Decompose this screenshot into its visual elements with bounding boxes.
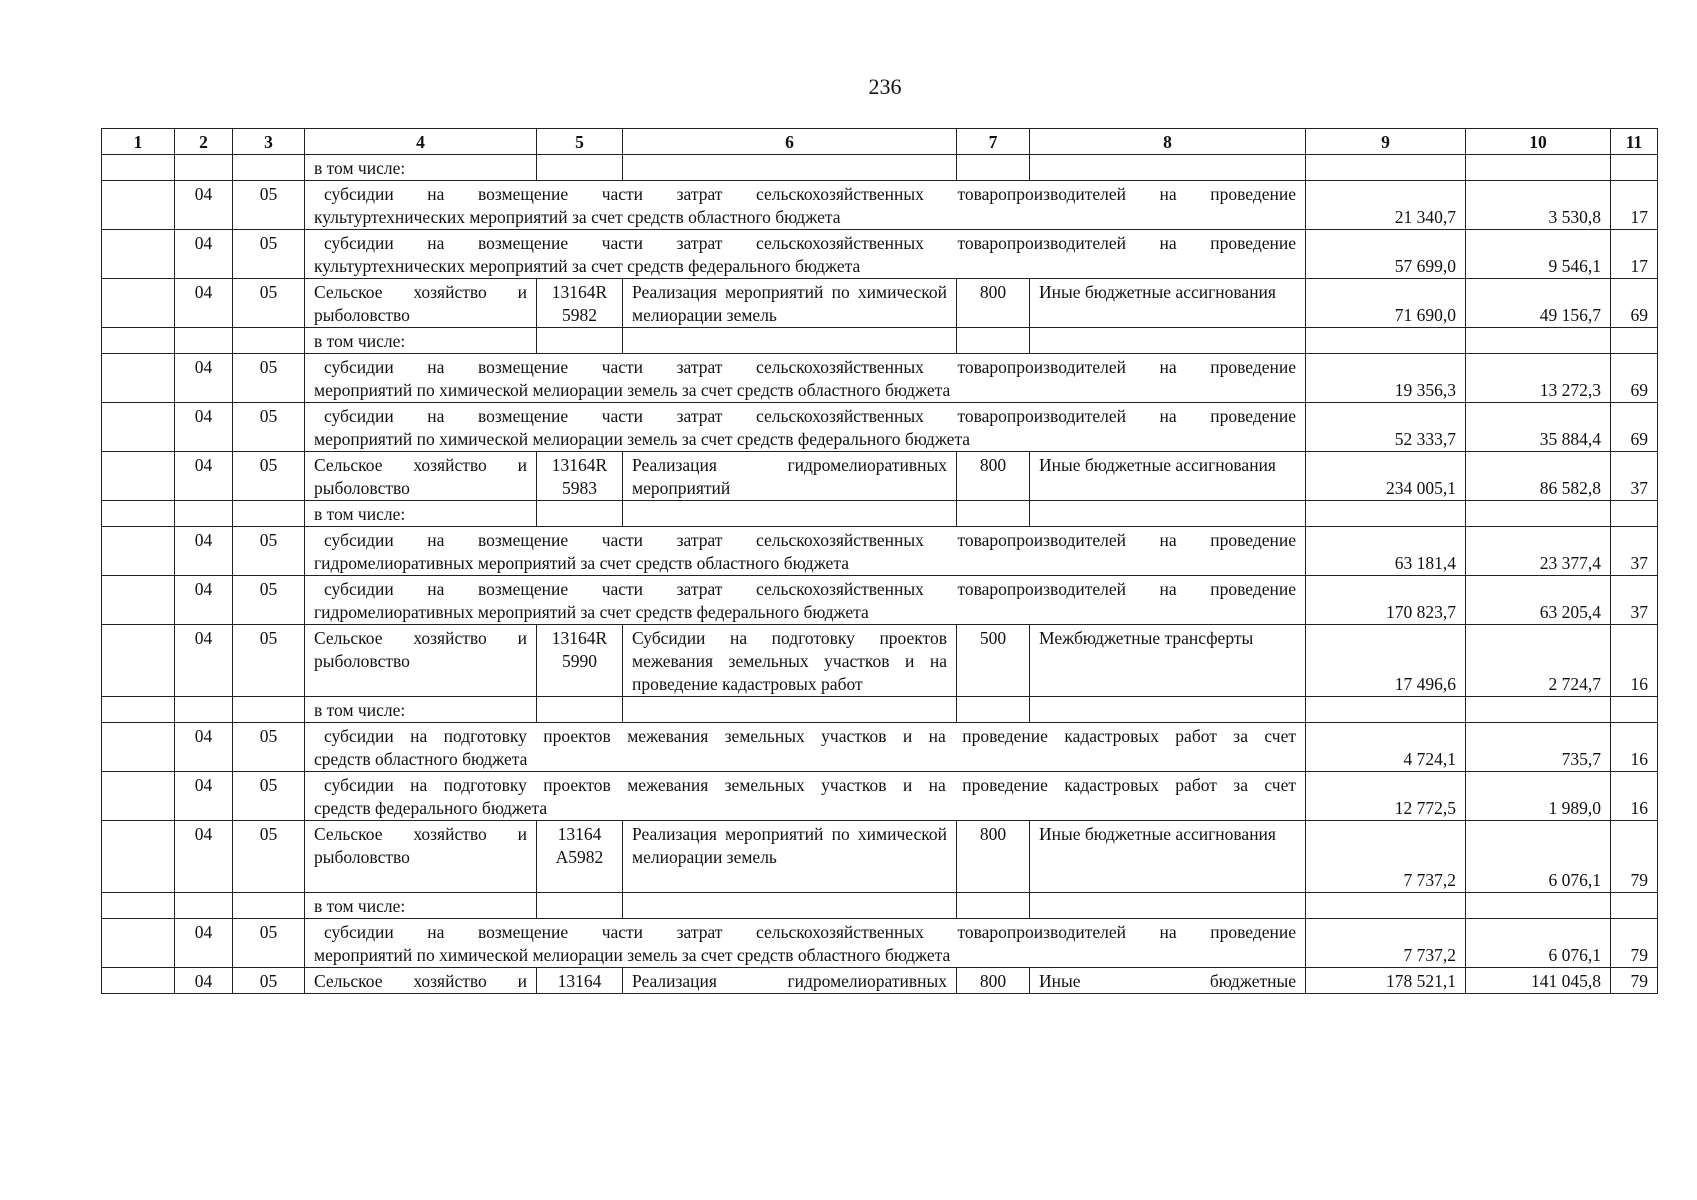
- subsection-code: 05: [233, 354, 305, 403]
- target-name: Реализация гидромелиоративных мероприятий: [623, 452, 957, 501]
- expense-type-name: Межбюджетные трансферты: [1030, 625, 1306, 697]
- empty-cell: [102, 821, 175, 893]
- including-label: в том числе:: [305, 697, 537, 723]
- subsidy-description: [305, 230, 1306, 279]
- empty-cell: [102, 723, 175, 772]
- table-row: [102, 354, 1658, 403]
- expense-type-name: Иные бюджетные ассигнования: [1030, 821, 1306, 893]
- table-row: [102, 772, 1658, 821]
- subsidy-description: [305, 527, 1306, 576]
- description-line: субсидии на возмещение части затрат сельскохозяйственных товаропроизводителей на проведение: [324, 530, 1296, 550]
- including-label: в том числе:: [305, 893, 537, 919]
- subsection-code: 05: [233, 968, 305, 994]
- section-code: 04: [175, 354, 233, 403]
- percent-cell: 16: [1611, 625, 1658, 697]
- column-header: 5: [537, 129, 623, 155]
- table-row: [102, 328, 1658, 354]
- empty-cell: [957, 501, 1030, 527]
- empty-cell: [233, 155, 305, 181]
- table-row: [102, 230, 1658, 279]
- section-name: Сельское хозяйство и рыболовство: [305, 625, 537, 697]
- empty-cell: [175, 328, 233, 354]
- section-code: 04: [175, 279, 233, 328]
- table-row: [102, 403, 1658, 452]
- percent-cell: 79: [1611, 968, 1658, 994]
- empty-cell: [102, 772, 175, 821]
- percent-cell: 17: [1611, 181, 1658, 230]
- table-row: [102, 821, 1658, 893]
- empty-cell: [1466, 501, 1611, 527]
- empty-cell: [1306, 155, 1466, 181]
- empty-cell: [175, 697, 233, 723]
- table-row: [102, 527, 1658, 576]
- empty-cell: [623, 501, 957, 527]
- empty-cell: [623, 697, 957, 723]
- amount-cell: 6 076,1: [1466, 919, 1611, 968]
- section-name: Сельское хозяйство и рыболовство: [305, 452, 537, 501]
- description-line: субсидии на возмещение части затрат сельскохозяйственных товаропроизводителей на проведение: [324, 922, 1296, 942]
- including-label: в том числе:: [305, 328, 537, 354]
- section-code: 04: [175, 230, 233, 279]
- subsection-code: 05: [233, 403, 305, 452]
- empty-cell: [175, 501, 233, 527]
- empty-cell: [623, 328, 957, 354]
- subsidy-description: [305, 403, 1306, 452]
- section-code: 04: [175, 772, 233, 821]
- subsidy-description: [305, 919, 1306, 968]
- empty-cell: [1466, 328, 1611, 354]
- section-name: Сельское хозяйство и рыболовство: [305, 821, 537, 893]
- section-code: 04: [175, 919, 233, 968]
- empty-cell: [957, 697, 1030, 723]
- subsection-code: 05: [233, 625, 305, 697]
- empty-cell: [233, 697, 305, 723]
- empty-cell: [1466, 155, 1611, 181]
- empty-cell: [537, 155, 623, 181]
- description-line: культуртехнических мероприятий за счет средств федерального бюджета: [314, 256, 861, 276]
- empty-cell: [102, 354, 175, 403]
- empty-cell: [102, 230, 175, 279]
- table-row: [102, 181, 1658, 230]
- description-line: субсидии на возмещение части затрат сельскохозяйственных товаропроизводителей на проведение: [324, 357, 1296, 377]
- amount-cell: 86 582,8: [1466, 452, 1611, 501]
- empty-cell: [102, 403, 175, 452]
- amount-cell: 234 005,1: [1306, 452, 1466, 501]
- subsidy-description: [305, 576, 1306, 625]
- description-line: субсидии на подготовку проектов межевания земельных участков и на проведение кадастровых работ за счет: [324, 726, 1296, 746]
- empty-cell: [102, 919, 175, 968]
- empty-cell: [1306, 893, 1466, 919]
- empty-cell: [537, 697, 623, 723]
- table-row: [102, 625, 1658, 697]
- percent-cell: 69: [1611, 279, 1658, 328]
- percent-cell: 69: [1611, 403, 1658, 452]
- column-header: 10: [1466, 129, 1611, 155]
- budget-table: [101, 128, 1658, 994]
- column-header: 8: [1030, 129, 1306, 155]
- subsection-code: 05: [233, 772, 305, 821]
- subsection-code: 05: [233, 919, 305, 968]
- section-code: 04: [175, 403, 233, 452]
- amount-cell: 170 823,7: [1306, 576, 1466, 625]
- empty-cell: [102, 625, 175, 697]
- header-row: [102, 129, 1658, 155]
- target-name: Субсидии на подготовку проектов межевания земельных участков и на проведение кадастровых работ: [623, 625, 957, 697]
- column-header: 6: [623, 129, 957, 155]
- amount-cell: 141 045,8: [1466, 968, 1611, 994]
- empty-cell: [233, 501, 305, 527]
- empty-cell: [1611, 328, 1658, 354]
- percent-cell: 16: [1611, 723, 1658, 772]
- table-row: [102, 919, 1658, 968]
- section-code: 04: [175, 527, 233, 576]
- description-line: гидромелиоративных мероприятий за счет средств федерального бюджета: [314, 602, 869, 622]
- table-row: [102, 723, 1658, 772]
- table-row: [102, 501, 1658, 527]
- percent-cell: 37: [1611, 527, 1658, 576]
- empty-cell: [537, 893, 623, 919]
- empty-cell: [1611, 893, 1658, 919]
- expense-type-name: Иные бюджетные: [1030, 968, 1306, 994]
- column-header: 3: [233, 129, 305, 155]
- amount-cell: 17 496,6: [1306, 625, 1466, 697]
- percent-cell: 37: [1611, 452, 1658, 501]
- empty-cell: [102, 968, 175, 994]
- description-line: культуртехнических мероприятий за счет средств областного бюджета: [314, 207, 841, 227]
- amount-cell: 7 737,2: [1306, 919, 1466, 968]
- amount-cell: 21 340,7: [1306, 181, 1466, 230]
- subsidy-description: [305, 772, 1306, 821]
- table-row: [102, 155, 1658, 181]
- description-line: субсидии на возмещение части затрат сельскохозяйственных товаропроизводителей на проведение: [324, 184, 1296, 204]
- column-header: 1: [102, 129, 175, 155]
- empty-cell: [102, 893, 175, 919]
- empty-cell: [1466, 697, 1611, 723]
- empty-cell: [1306, 501, 1466, 527]
- page-number: 236: [868, 74, 902, 99]
- empty-cell: [1030, 893, 1306, 919]
- table-row: [102, 893, 1658, 919]
- empty-cell: [233, 328, 305, 354]
- empty-cell: [1030, 155, 1306, 181]
- target-article: 13164R 5983: [537, 452, 623, 501]
- empty-cell: [537, 501, 623, 527]
- expense-type-code: 800: [957, 279, 1030, 328]
- section-name: Сельское хозяйство и: [305, 968, 537, 994]
- amount-cell: 1 989,0: [1466, 772, 1611, 821]
- expense-type-name: Иные бюджетные ассигнования: [1030, 452, 1306, 501]
- section-code: 04: [175, 821, 233, 893]
- empty-cell: [102, 527, 175, 576]
- empty-cell: [102, 155, 175, 181]
- amount-cell: 19 356,3: [1306, 354, 1466, 403]
- description-line: субсидии на возмещение части затрат сельскохозяйственных товаропроизводителей на проведение: [324, 579, 1296, 599]
- column-header: 9: [1306, 129, 1466, 155]
- target-article: 13164R 5990: [537, 625, 623, 697]
- column-header: 11: [1611, 129, 1658, 155]
- section-code: 04: [175, 723, 233, 772]
- expense-type-name: Иные бюджетные ассигнования: [1030, 279, 1306, 328]
- column-header: 7: [957, 129, 1030, 155]
- section-code: 04: [175, 452, 233, 501]
- amount-cell: 52 333,7: [1306, 403, 1466, 452]
- subsection-code: 05: [233, 821, 305, 893]
- column-header: 2: [175, 129, 233, 155]
- empty-cell: [102, 181, 175, 230]
- empty-cell: [175, 893, 233, 919]
- table-row: [102, 697, 1658, 723]
- empty-cell: [1030, 697, 1306, 723]
- target-name: Реализация мероприятий по химической мелиорации земель: [623, 279, 957, 328]
- description-line: средств областного бюджета: [314, 749, 528, 769]
- subsection-code: 05: [233, 527, 305, 576]
- subsection-code: 05: [233, 576, 305, 625]
- target-article: 13164: [537, 968, 623, 994]
- empty-cell: [102, 576, 175, 625]
- empty-cell: [1611, 697, 1658, 723]
- amount-cell: 63 205,4: [1466, 576, 1611, 625]
- table-row: [102, 452, 1658, 501]
- table-row: [102, 576, 1658, 625]
- description-line: мероприятий по химической мелиорации земель за счет средств федерального бюджета: [314, 429, 971, 449]
- description-line: субсидии на подготовку проектов межевания земельных участков и на проведение кадастровых работ за счет: [324, 775, 1296, 795]
- empty-cell: [623, 893, 957, 919]
- table-row: [102, 968, 1658, 994]
- expense-type-code: 800: [957, 452, 1030, 501]
- percent-cell: 79: [1611, 919, 1658, 968]
- empty-cell: [1611, 155, 1658, 181]
- empty-cell: [102, 501, 175, 527]
- empty-cell: [175, 155, 233, 181]
- subsidy-description: [305, 354, 1306, 403]
- section-code: 04: [175, 625, 233, 697]
- description-line: мероприятий по химической мелиорации земель за счет средств областного бюджета: [314, 380, 951, 400]
- amount-cell: 735,7: [1466, 723, 1611, 772]
- percent-cell: 69: [1611, 354, 1658, 403]
- empty-cell: [102, 452, 175, 501]
- percent-cell: 16: [1611, 772, 1658, 821]
- expense-type-code: 800: [957, 968, 1030, 994]
- column-header: 4: [305, 129, 537, 155]
- amount-cell: 49 156,7: [1466, 279, 1611, 328]
- target-article: 13164 A5982: [537, 821, 623, 893]
- amount-cell: 57 699,0: [1306, 230, 1466, 279]
- section-code: 04: [175, 576, 233, 625]
- section-name: Сельское хозяйство и рыболовство: [305, 279, 537, 328]
- empty-cell: [537, 328, 623, 354]
- subsection-code: 05: [233, 181, 305, 230]
- empty-cell: [233, 893, 305, 919]
- empty-cell: [1611, 501, 1658, 527]
- empty-cell: [1030, 328, 1306, 354]
- amount-cell: 12 772,5: [1306, 772, 1466, 821]
- empty-cell: [623, 155, 957, 181]
- subsection-code: 05: [233, 723, 305, 772]
- amount-cell: 178 521,1: [1306, 968, 1466, 994]
- target-name: Реализация гидромелиоративных: [623, 968, 957, 994]
- amount-cell: 13 272,3: [1466, 354, 1611, 403]
- amount-cell: 3 530,8: [1466, 181, 1611, 230]
- subsection-code: 05: [233, 230, 305, 279]
- target-article: 13164R 5982: [537, 279, 623, 328]
- amount-cell: 4 724,1: [1306, 723, 1466, 772]
- table-row: [102, 279, 1658, 328]
- empty-cell: [957, 893, 1030, 919]
- expense-type-code: 500: [957, 625, 1030, 697]
- percent-cell: 37: [1611, 576, 1658, 625]
- empty-cell: [102, 279, 175, 328]
- section-code: 04: [175, 968, 233, 994]
- amount-cell: 63 181,4: [1306, 527, 1466, 576]
- percent-cell: 17: [1611, 230, 1658, 279]
- subsection-code: 05: [233, 279, 305, 328]
- amount-cell: 7 737,2: [1306, 821, 1466, 893]
- empty-cell: [1306, 697, 1466, 723]
- empty-cell: [1466, 893, 1611, 919]
- empty-cell: [1306, 328, 1466, 354]
- amount-cell: 71 690,0: [1306, 279, 1466, 328]
- including-label: в том числе:: [305, 155, 537, 181]
- description-line: средств федерального бюджета: [314, 798, 548, 818]
- target-name: Реализация мероприятий по химической мелиорации земель: [623, 821, 957, 893]
- description-line: мероприятий по химической мелиорации земель за счет средств областного бюджета: [314, 945, 951, 965]
- empty-cell: [957, 155, 1030, 181]
- amount-cell: 9 546,1: [1466, 230, 1611, 279]
- description-line: субсидии на возмещение части затрат сельскохозяйственных товаропроизводителей на проведение: [324, 233, 1296, 253]
- subsidy-description: [305, 181, 1306, 230]
- empty-cell: [957, 328, 1030, 354]
- description-line: гидромелиоративных мероприятий за счет средств областного бюджета: [314, 553, 849, 573]
- empty-cell: [102, 328, 175, 354]
- percent-cell: 79: [1611, 821, 1658, 893]
- description-line: субсидии на возмещение части затрат сельскохозяйственных товаропроизводителей на проведение: [324, 406, 1296, 426]
- subsection-code: 05: [233, 452, 305, 501]
- section-code: 04: [175, 181, 233, 230]
- including-label: в том числе:: [305, 501, 537, 527]
- empty-cell: [1030, 501, 1306, 527]
- expense-type-code: 800: [957, 821, 1030, 893]
- amount-cell: 2 724,7: [1466, 625, 1611, 697]
- amount-cell: 35 884,4: [1466, 403, 1611, 452]
- amount-cell: 23 377,4: [1466, 527, 1611, 576]
- subsidy-description: [305, 723, 1306, 772]
- amount-cell: 6 076,1: [1466, 821, 1611, 893]
- empty-cell: [102, 697, 175, 723]
